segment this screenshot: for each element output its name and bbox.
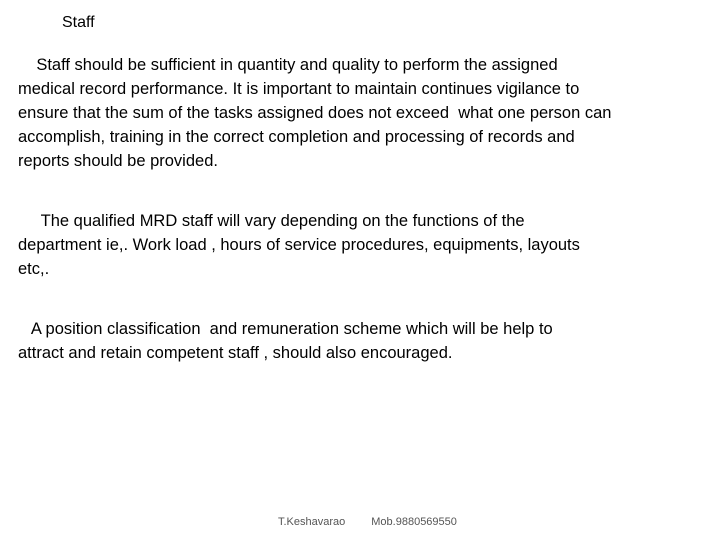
- paragraph-position-classification: [18, 317, 718, 365]
- paragraph-line: reports should be provided.: [18, 152, 218, 170]
- paragraph-line: Staff should be sufficient in quantity and quality to perform the assigned: [18, 56, 558, 74]
- paragraph-line: medical record performance. It is important to maintain continues vigilance to: [18, 80, 580, 98]
- footer-mobile: Mob.9880569550: [371, 516, 457, 528]
- paragraph-line: ensure that the sum of the tasks assigned does not exceed what one person can: [18, 104, 612, 122]
- paragraph-line: The qualified MRD staff will vary depending on the functions of the: [18, 212, 525, 230]
- slide-title: Staff: [62, 14, 95, 31]
- paragraph-line: attract and retain competent staff , should also encouraged.: [18, 344, 453, 362]
- paragraph-line: etc,.: [18, 260, 50, 278]
- paragraph-line: accomplish, training in the correct completion and processing of records and: [18, 128, 575, 146]
- paragraph-mrd-staff: [18, 209, 718, 281]
- footer-author: T.Keshavarao: [278, 516, 346, 528]
- paragraph-line: A position classification and remuneration scheme which will be help to: [18, 320, 553, 338]
- paragraph-line: department ie,. Work load , hours of service procedures, equipments, layouts: [18, 236, 580, 254]
- paragraph-staff-sufficiency: [18, 53, 718, 173]
- slide-footer: [278, 515, 457, 529]
